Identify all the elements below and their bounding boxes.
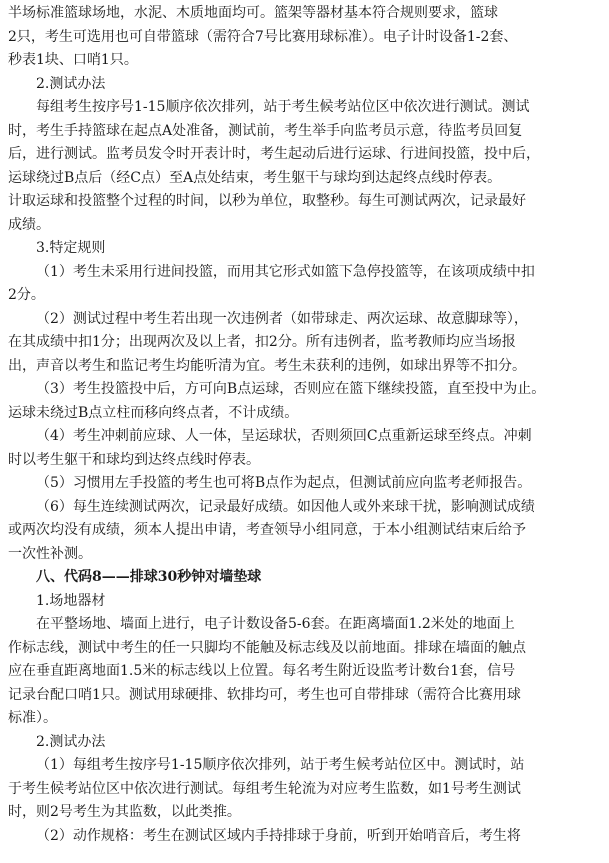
section-heading-test-method: 2.测试办法	[36, 75, 106, 92]
text-line-6: 时，考生手持篮球在起点A处准备，测试前，考生举手向监考员示意，待监考员回复	[8, 122, 523, 139]
text-line-8: 运球绕过B点后（经C点）至A点处结束，考生躯干与球均到达起终点线时停表。	[8, 169, 502, 186]
text-line-29: 应在垂直距离地面1.5米的标志线以上位置。每名考生附近设监考计数台1套，信号	[8, 663, 516, 679]
paragraph-start: 每组考生按序号1-15顺序依次排列，站于考生候考站位区中依次进行测试。测试	[36, 99, 530, 115]
text-line-30: 记录台配口哨1只。测试用球硬排、软排均可，考生也可自带排球（需符合比赛用球	[8, 686, 521, 703]
text-line-15: 在其成绩中扣1分；出现两次及以上者，扣2分。所有违例者，监考教师均应当场报	[8, 334, 516, 350]
text-line-18: 运球未绕过B点立柱而移向终点者，不计成绩。	[8, 404, 299, 421]
section-heading-test-method-2: 2.测试办法	[36, 733, 106, 750]
rule-6-start: （6）每生连续测试两次，记录最好成绩。如因他人或外来球干扰，影响测试成绩	[36, 498, 535, 515]
section-heading-venue-equipment: 1.场地器材	[36, 592, 106, 609]
chapter-heading-code-8: 八、代码8——排球30秒钟对墙垫球	[36, 569, 262, 585]
rule-5: （5）习惯用左手投篮的考生也可将B点作为起点，但测试前应向监考老师报告。	[36, 475, 532, 491]
method-1-start: （1）每组考生按序号1-15顺序依次排列，站于考生候考站位区中。测试时，站	[36, 757, 525, 773]
text-line-9: 计取运球和投篮整个过程的时间，以秒为单位，取整秒。每生可测试两次，记录最好	[8, 193, 526, 209]
rule-3-start: （3）考生投篮投中后，方可向B点运球，否则应在篮下继续投篮，直至投中为止。	[36, 381, 546, 397]
text-line-16: 出，声音以考生和监记考生均能听清为宜。考生未获利的违例，如球出界等不扣分。	[8, 357, 526, 374]
text-line-31: 标准）。	[8, 710, 57, 726]
text-line-23: 或两次均没有成绩，须本人提出申请，考查领导小组同意，于本小组测试结束后给予	[8, 522, 526, 538]
text-line-13: 2分。	[8, 287, 45, 303]
rule-2-start: （2）测试过程中考生若出现一次违例者（如带球走、两次运球、故意脚球等），	[36, 310, 528, 327]
text-line-24: 一次性补测。	[8, 545, 92, 562]
venue-paragraph-start: 在平整场地、墙面上进行，电子计数设备5-6套。在距离墙面1.2米处的地面上	[36, 616, 515, 632]
text-line-3: 秒表1块、口哨1只。	[8, 52, 138, 68]
text-line-28: 作标志线，测试中考生的任一只脚均不能触及标志线及以前地面。排球在墙面的触点	[8, 639, 526, 656]
text-line-34: 于考生候考站位区中依次进行测试。每组考生轮流为对应考生监数，如1号考生测试	[8, 780, 521, 797]
section-heading-special-rules: 3.特定规则	[36, 240, 106, 256]
text-line-2: 2只，考生可选用也可自带篮球（需符合7号比赛用球标准）。电子计时设备1-2套、	[8, 28, 518, 45]
text-line-1: 半场标准篮球场地，水泥、木质地面均可。篮架等器材基本符合规则要求，篮球	[8, 5, 498, 21]
method-2-start: （2）动作规格：考生在测试区域内手持排球于身前，听到开始哨音后，考生将	[36, 827, 521, 844]
text-line-7: 后，进行测试。监考员发令时开表计时，考生起动后进行运球、行进间投篮，投中后，	[8, 146, 540, 162]
rule-4-start: （4）考生冲刺前应球、人一体，呈运球状，否则须回C点重新运球至终点。冲刺	[36, 428, 532, 444]
text-line-20: 时以考生躯干和球均到达终点线时停表。	[8, 451, 260, 468]
rule-1-start: （1）考生未采用行进间投篮，而用其它形式如篮下急停投篮等，在该项成绩中扣	[36, 263, 535, 280]
text-line-35: 时，则2号考生为其监数，以此类推。	[8, 804, 241, 820]
text-line-10: 成绩。	[8, 216, 50, 233]
